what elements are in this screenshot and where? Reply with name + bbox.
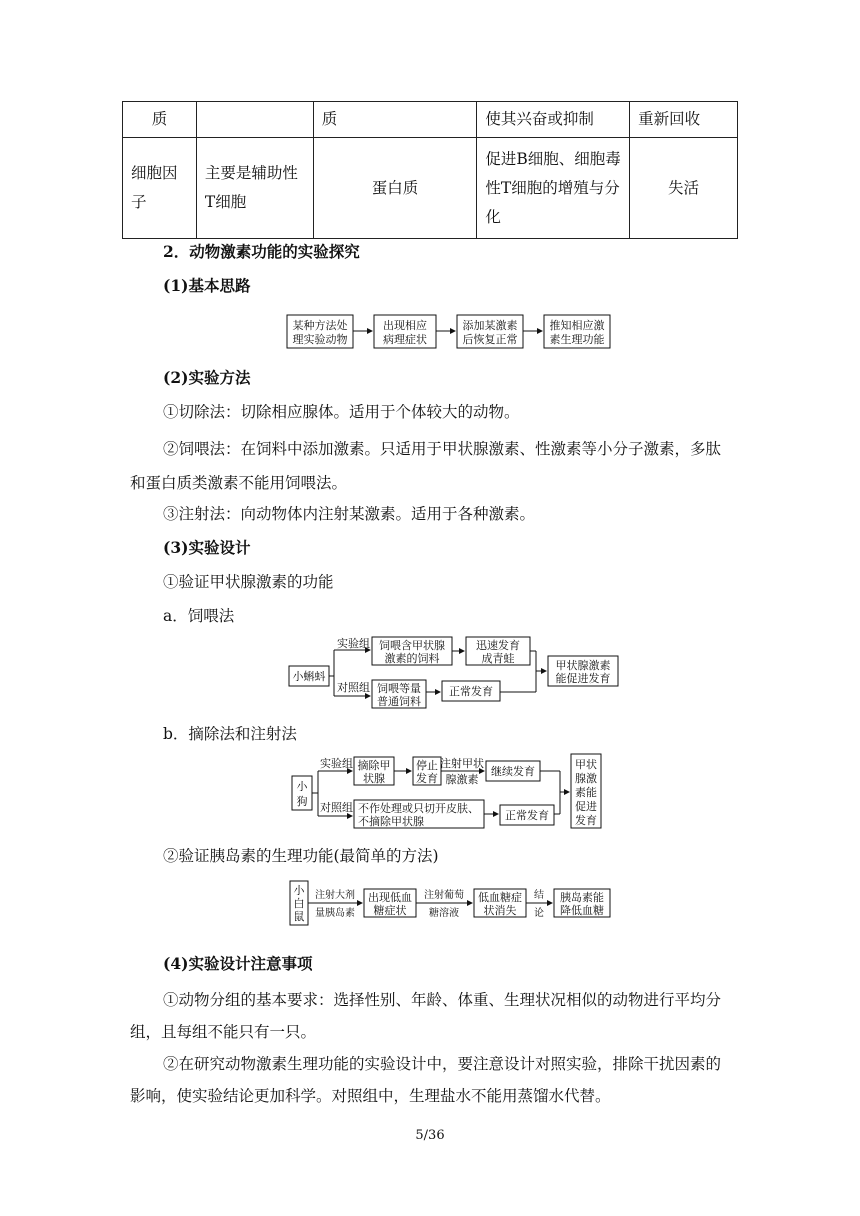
flowB-subject-b: 狗 [296,795,308,808]
design-insulin: ②验证胰岛素的生理功能(最简单的方法) [163,847,439,865]
flowB-exp-result: 继续发育 [491,765,535,778]
flow1-box-1b: 理实验动物 [292,333,348,346]
flowB-conclusion-a: 甲状 [575,758,597,771]
flowC-box3-a: 胰岛素能 [560,891,604,904]
flowA-exp-feed-b: 激素的饲料 [384,652,440,665]
flow1-box-1a: 某种方法处 [292,319,348,332]
table-cell: 蛋白质 [313,138,477,239]
table-cell [196,102,313,138]
flowC-box3-b: 降低血糖 [560,904,604,917]
flowB-ctrl-result: 正常发育 [505,809,549,822]
flowC-arrow1-b: 量胰岛素 [315,908,355,919]
table-row [123,102,738,138]
flowB-exp-step1-a: 摘除甲 [357,759,391,772]
flowA-ctrl-label: 对照组 [337,681,370,694]
flowA-exp-result-b: 成青蛙 [481,652,515,665]
flowB-conclusion-c: 素能 [575,786,597,799]
flowC-arrow1-a: 注射大剂 [315,890,355,901]
flowA-subject: 小蝌蚪 [292,670,326,683]
flowB-exp-step1-b: 状腺 [363,772,385,785]
subheading-design: (3)实验设计 [163,538,251,557]
flowC-subject-b: 白 [293,897,305,910]
feeding-flowchart [288,634,638,714]
method-feeding: ②饲喂法：在饲料中添加激素。只适用于甲状腺激素、性激素等小分子激素，多肽和蛋白质类激素不能用饲喂法。 [130,440,722,492]
design-thyroid: ①验证甲状腺激素的功能 [163,573,334,591]
flowC-subject-c: 鼠 [293,910,305,923]
flowA-exp-label: 实验组 [337,637,370,650]
table-cell: 失活 [630,138,738,239]
table-cell: 使其兴奋或抑制 [477,102,630,138]
method-injection: ③注射法：向动物体内注射某激素。适用于各种激素。 [163,505,536,523]
flowB-exp-label: 实验组 [320,757,353,770]
flowB-ctrl-step-a: 不作处理或只切开皮肤、 [358,802,479,815]
flowB-conclusion-b: 腺激 [575,772,597,785]
flowA-conclusion-b: 能促进发育 [555,672,611,685]
flowB-inject-b: 腺激素 [445,773,479,786]
flow1-box-2b: 病理症状 [383,333,427,346]
flowA-ctrl-feed-a: 饲喂等量 [377,682,421,695]
flowB-inject-a: 注射甲状 [440,757,484,770]
design-excision-label: b．摘除法和注射法 [163,725,297,743]
flowB-exp-step2-a: 停止 [416,759,438,772]
table-cell: 质 [313,102,477,138]
note-grouping: ①动物分组的基本要求：选择性别、年龄、体重、生理状况相似的动物进行平均分组，且每组不能只有一只。 [130,991,722,1041]
table-cell: 主要是辅助性T细胞 [196,138,313,239]
insulin-flowchart [288,878,618,928]
flow1-box-4b: 素生理功能 [549,333,605,346]
flowA-conclusion-a: 甲状腺激素 [555,659,611,672]
flow1-box-4a: 推知相应激 [549,319,605,332]
section-heading: 2．动物激素功能的实验探究 [163,242,360,261]
table-cell: 促进B细胞、细胞毒性T细胞的增殖与分化 [477,138,630,239]
flowB-subject-a: 小 [296,780,308,793]
flowC-box2-b: 状消失 [483,904,517,917]
table-cell: 细胞因子 [123,138,197,239]
flowC-subject-a: 小 [293,884,305,897]
continuation-table [122,101,738,239]
table-cell: 质 [123,102,197,138]
design-feeding-label: a．饲喂法 [163,607,235,625]
flowC-box2-a: 低血糖症 [478,891,522,904]
flowC-arrow3-a: 结 [534,890,544,901]
basic-idea-flowchart [286,312,616,352]
flowC-arrow2-b: 糖溶液 [429,908,459,919]
page-number: 5/36 [415,1128,445,1143]
flowC-box1-a: 出现低血 [368,891,412,904]
flowB-ctrl-step-b: 不摘除甲状腺 [358,815,424,828]
table-cell: 重新回收 [630,102,738,138]
flow1-box-3a: 添加某激素 [462,319,518,332]
flow1-box-2a: 出现相应 [383,319,427,332]
subheading-basic-idea: (1)基本思路 [163,276,251,295]
subheading-methods: (2)实验方法 [163,368,251,387]
flowC-box1-b: 糖症状 [373,904,407,917]
flowB-conclusion-d: 促进 [575,800,597,813]
flowC-arrow2-a: 注射葡萄 [424,890,464,901]
flowB-conclusion-e: 发育 [575,814,597,827]
method-excision: ①切除法：切除相应腺体。适用于个体较大的动物。 [163,403,520,421]
flowA-exp-result-a: 迅速发育 [476,639,520,652]
flowB-ctrl-label: 对照组 [320,801,353,814]
flowC-arrow3-b: 论 [534,908,544,919]
flowA-ctrl-result: 正常发育 [449,685,493,698]
table-row [123,138,738,239]
flowB-exp-step2-b: 发育 [416,772,438,785]
note-control: ②在研究动物激素生理功能的实验设计中，要注意设计对照实验，排除干扰因素的影响，使实验结论更加科学。对照组中，生理盐水不能用蒸馏水代替。 [130,1055,722,1105]
excision-flowchart [288,752,618,832]
flowA-exp-feed-a: 饲喂含甲状腺 [379,639,445,652]
flow1-box-3b: 后恢复正常 [462,333,518,346]
flowA-ctrl-feed-b: 普通饲料 [377,695,421,708]
subheading-notes: (4)实验设计注意事项 [163,954,313,973]
